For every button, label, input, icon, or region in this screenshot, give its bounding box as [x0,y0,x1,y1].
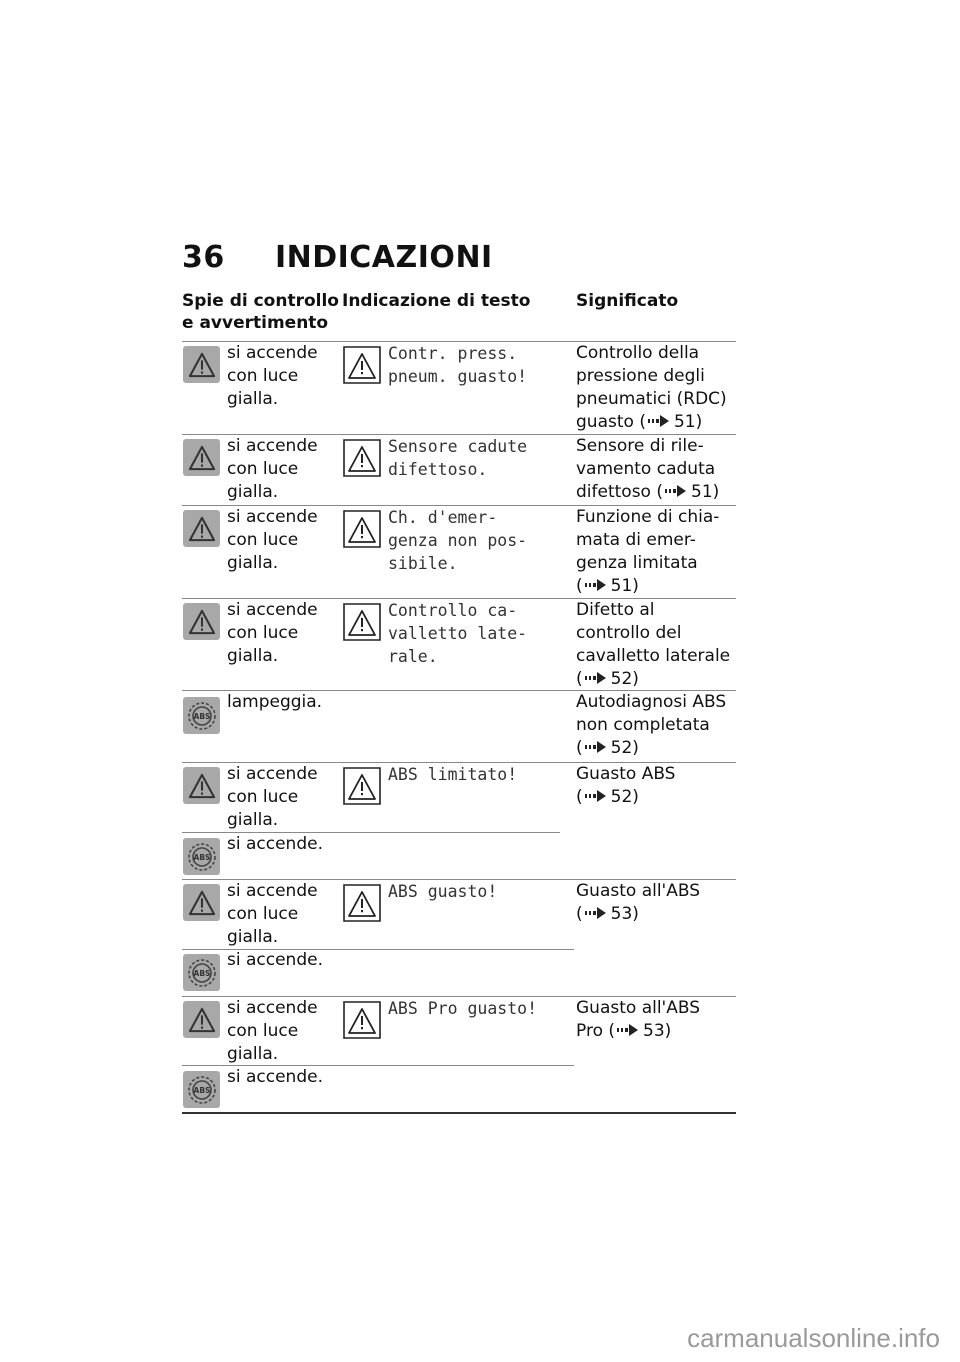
page-reference[interactable]: ( 52) [576,787,639,807]
abs-circle-icon [183,697,220,734]
meaning-cell [576,997,736,1043]
arrow-reference-icon [585,578,607,592]
warning-triangle-icon [183,439,220,476]
display-text: Ch. d'emer- genza non pos- sibile. [388,508,528,573]
display-text: Sensore cadute difettoso. [388,437,528,479]
meaning-text: Guasto all'ABS Pro [576,998,701,1041]
column-header-meaning: Significato [576,291,679,311]
page-number: 36 [182,240,225,275]
lamp-status: si accende con luce gialla. [227,600,318,666]
display-warning-icon [342,509,382,549]
display-warning-icon [342,883,382,923]
abs-circle-icon [183,838,220,875]
meaning-text: Funzione di chia- mata di emer- genza limitata [576,507,720,573]
meaning-cell [576,599,736,691]
reference-page: 52) [610,738,639,758]
page-reference[interactable]: ( 52) [576,669,639,689]
meaning-text: Autodiagnosi ABS non completata [576,692,727,735]
arrow-reference-icon [585,906,607,920]
page-header [182,240,493,275]
lamp-status: si accende con luce gialla. [227,436,318,502]
warning-triangle-icon [183,603,220,640]
abs-circle-icon [183,954,220,991]
display-text: Contr. press. pneum. guasto! [388,344,528,386]
warning-triangle-icon [183,884,220,921]
arrow-reference-icon [617,1023,639,1037]
display-warning-icon [342,345,382,385]
warning-triangle-icon [183,346,220,383]
meaning-text: Guasto ABS [576,764,676,784]
arrow-reference-icon [585,671,607,685]
lamp-status: si accende con luce gialla. [227,881,318,947]
reference-page: 51) [610,576,639,596]
meaning-cell [576,880,736,926]
meaning-text: Difetto al controllo del cavalletto laterale [576,600,731,666]
lamp-status: si accende con luce gialla. [227,507,318,573]
meaning-cell [576,342,736,434]
display-text: ABS Pro guasto! [388,999,538,1018]
page-reference[interactable]: ( 51) [576,576,639,596]
lamp-status: lampeggia. [227,692,323,712]
table-bottom-rule [182,1112,736,1114]
display-warning-icon [342,438,382,478]
warning-triangle-icon [183,1001,220,1038]
column-header-display: Indicazione di testo [342,291,531,311]
reference-page: 53) [643,1021,672,1041]
page-reference[interactable]: ( 51) [639,412,703,432]
meaning-cell [576,506,736,598]
display-warning-icon [342,766,382,806]
meaning-text: Guasto all'ABS [576,881,701,901]
reference-page: 52) [610,787,639,807]
page-reference[interactable]: ( 52) [576,738,639,758]
arrow-reference-icon [585,740,607,754]
column-header-lamp: Spie di controllo e avvertimento [182,291,339,333]
meaning-cell [576,435,736,504]
reference-page: 53) [610,904,639,924]
display-text: Controllo ca- valletto late- rale. [388,601,528,666]
display-warning-icon [342,602,382,642]
meaning-cell [576,763,736,809]
arrow-reference-icon [585,789,607,803]
warning-triangle-icon [183,767,220,804]
page-reference[interactable]: ( 53) [608,1021,672,1041]
arrow-reference-icon [648,414,670,428]
reference-page: 52) [610,669,639,689]
display-text: ABS limitato! [388,765,518,784]
arrow-reference-icon [665,484,687,498]
lamp-status: si accende con luce gialla. [227,764,318,830]
watermark-logo: carmanualsonline.info [687,1323,940,1353]
page-title: INDICAZIONI [274,240,493,275]
meaning-text: Controllo della pressione degli pneumatici (RDC) guasto [576,343,727,432]
lamp-status-secondary: si accende. [227,950,323,970]
meaning-cell [576,691,736,760]
page-reference[interactable]: ( 53) [576,904,639,924]
lamp-status: si accende con luce gialla. [227,343,318,409]
lamp-status: si accende con luce gialla. [227,998,318,1064]
lamp-status-secondary: si accende. [227,1067,323,1087]
page-reference[interactable]: ( 51) [656,482,720,502]
reference-page: 51) [673,412,703,432]
meaning-text: Sensore di rile- vamento caduta difettoso [576,436,716,502]
abs-circle-icon [183,1071,220,1108]
warning-triangle-icon [183,510,220,547]
display-text: ABS guasto! [388,882,498,901]
reference-page: 51) [691,482,720,502]
display-warning-icon [342,1000,382,1040]
lamp-status-secondary: si accende. [227,834,323,854]
